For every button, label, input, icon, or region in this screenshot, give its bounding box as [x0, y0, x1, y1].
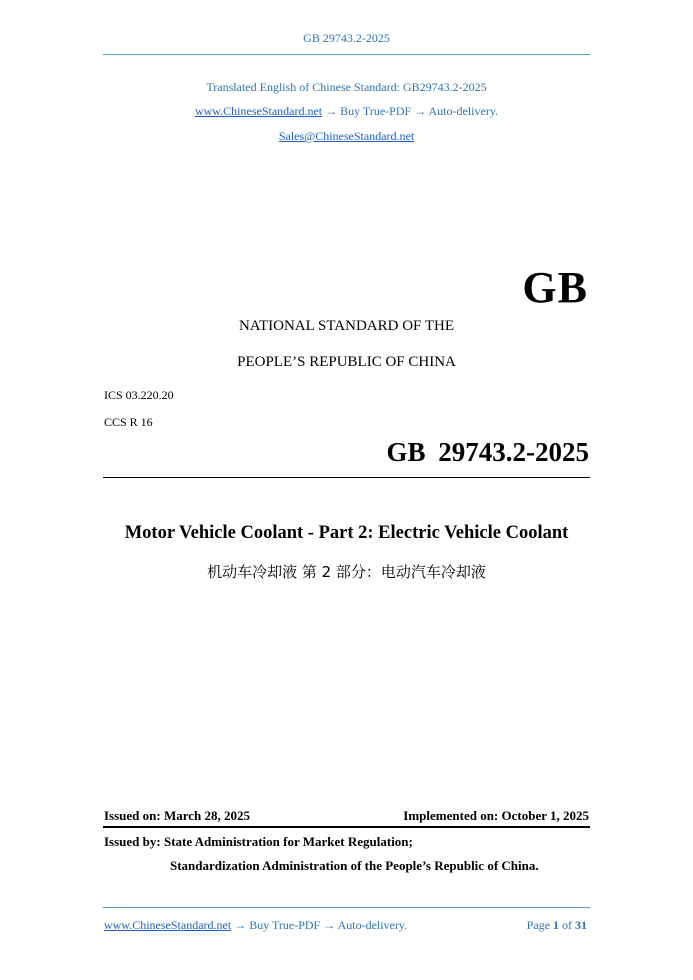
page-number: 1: [553, 918, 559, 932]
issued-by: Issued by: State Administration for Market Regulation;: [104, 834, 413, 849]
header-doc-id: GB 29743.2-2025: [303, 31, 390, 45]
page-total: 31: [575, 918, 587, 932]
translation-notice-links: [0, 104, 693, 119]
issued-on: Issued on: March 28, 2025: [104, 808, 251, 823]
translation-notice-line: Translated English of Chinese Standard: GB29743.2-2025: [206, 80, 487, 94]
title-chinese: 机动车冷却液 第 2 部分：电动汽车冷却液: [207, 563, 486, 581]
ics-code: ICS 03.220.20: [104, 388, 174, 402]
gb-mark: GB: [522, 263, 588, 312]
page-indicator: [527, 918, 587, 933]
implemented-on: Implemented on: October 1, 2025: [403, 808, 589, 823]
issued-by-second: Standardization Administration of the People’s Republic of China.: [170, 858, 539, 873]
buy-notice: → Buy True-PDF → Auto-delivery.: [322, 104, 499, 118]
national-standard-line-1: NATIONAL STANDARD OF THE: [238, 318, 455, 334]
ccs-code: CCS R 16: [104, 415, 153, 429]
national-standard-line-2: PEOPLE’S REPUBLIC OF CHINA: [237, 354, 456, 370]
sales-email-link[interactable]: Sales@ChineseStandard.net: [278, 129, 415, 143]
email-line: [0, 129, 693, 144]
page-label: Page: [526, 918, 550, 932]
title-english: Motor Vehicle Coolant - Part 2: Electric Vehicle Coolant: [124, 523, 569, 543]
site-link[interactable]: www.ChineseStandard.net: [194, 104, 323, 118]
of-label: of: [562, 918, 572, 932]
footer-buy-notice: → Buy True-PDF → Auto-delivery.: [231, 918, 408, 932]
footer-site-link[interactable]: www.ChineseStandard.net: [104, 918, 232, 932]
footer-rule: [103, 907, 590, 908]
doc-number-rule: [103, 477, 590, 478]
header-rule: [103, 54, 590, 55]
footer-links: [104, 918, 407, 933]
issue-rule: [103, 826, 590, 828]
document-number: GB 29743.2-2025: [386, 437, 589, 467]
